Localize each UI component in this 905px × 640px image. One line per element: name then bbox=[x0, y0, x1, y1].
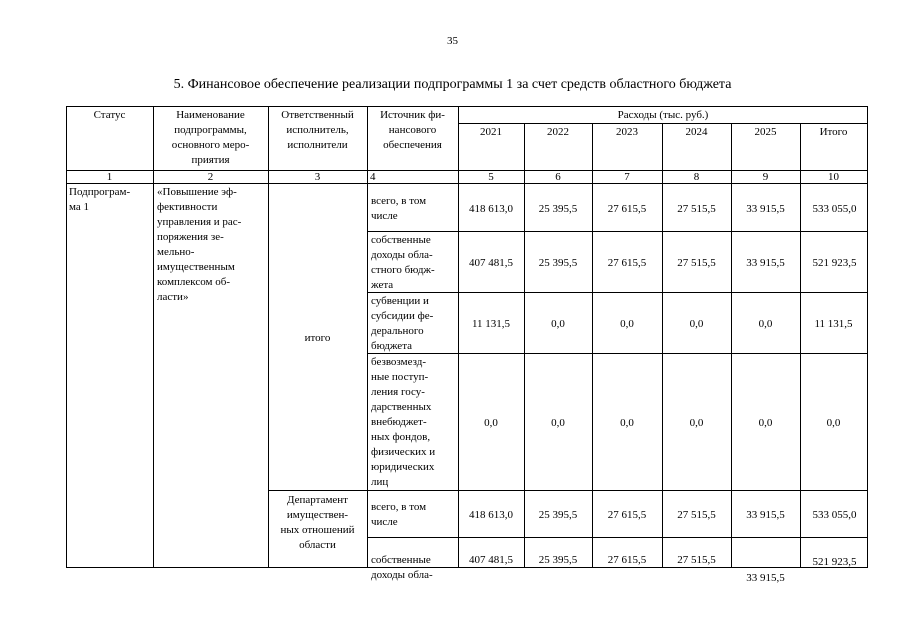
column-number: 6 bbox=[555, 171, 561, 183]
value-cell: 0,0 bbox=[689, 417, 704, 429]
column-number: 10 bbox=[828, 171, 839, 183]
table-line bbox=[731, 123, 732, 568]
table-line bbox=[367, 537, 868, 538]
table-line bbox=[867, 106, 868, 568]
table-line bbox=[458, 123, 868, 124]
column-number: 8 bbox=[693, 171, 700, 183]
table-line bbox=[268, 490, 868, 491]
column-number: 7 bbox=[624, 171, 630, 183]
value-cell: 407 481,5 bbox=[469, 554, 513, 566]
value-cell: 25 395,5 bbox=[538, 203, 578, 215]
value-cell: 27 515,5 bbox=[677, 257, 716, 269]
table-line bbox=[800, 123, 801, 568]
header-source: Источник фи- нансового обеспечения bbox=[380, 109, 445, 151]
value-cell: 27 515,5 bbox=[677, 554, 716, 566]
header-total: Итого bbox=[819, 126, 848, 138]
value-cell: 0,0 bbox=[758, 318, 773, 330]
header-year: 2022 bbox=[547, 126, 569, 138]
value-cell: 27 615,5 bbox=[607, 509, 647, 521]
value-cell: 33 915,5 bbox=[746, 509, 785, 521]
source-cell: всего, в том числе bbox=[371, 501, 427, 528]
table-line bbox=[662, 123, 663, 568]
page-number: 35 bbox=[447, 35, 458, 47]
source-cell: всего, в том числе bbox=[371, 195, 427, 222]
value-cell: 0,0 bbox=[689, 318, 704, 330]
value-cell: 533 055,0 bbox=[812, 203, 857, 215]
value-cell: 521 923,5 bbox=[812, 556, 857, 568]
value-cell: 0,0 bbox=[826, 417, 841, 429]
table-line bbox=[592, 123, 593, 568]
value-cell: 33 915,5 bbox=[746, 203, 785, 215]
value-cell: 25 395,5 bbox=[538, 257, 578, 269]
column-number: 4 bbox=[370, 171, 376, 183]
value-cell: 0,0 bbox=[620, 417, 634, 429]
program-name-cell: «Повышение эф- фективности управления и рас- поряжения зе- мельно- имущественным комплексом об- ласти» bbox=[157, 186, 242, 303]
value-cell: 0,0 bbox=[620, 318, 634, 330]
column-number: 1 bbox=[106, 171, 113, 183]
value-cell: 27 515,5 bbox=[677, 509, 716, 521]
value-cell: 25 395,5 bbox=[538, 554, 578, 566]
source-cell: собственные доходы обла- стного бюдж- жета bbox=[371, 234, 435, 291]
value-cell: 25 395,5 bbox=[538, 509, 578, 521]
value-cell: 418 613,0 bbox=[469, 203, 513, 215]
column-number: 2 bbox=[207, 171, 214, 183]
header-name: Наименование подпрограммы, основного меро- приятия bbox=[171, 109, 250, 166]
table-line bbox=[524, 123, 525, 568]
value-cell: 27 615,5 bbox=[607, 257, 647, 269]
header-year: 2021 bbox=[480, 126, 502, 138]
source-cell: субвенции и субсидии фе- дерального бюджета bbox=[371, 295, 434, 352]
source-cell: собственные доходы обла- bbox=[371, 554, 433, 581]
value-cell: 0,0 bbox=[484, 417, 498, 429]
executor-department-cell: Департамент имуществен- ных отношений области bbox=[280, 494, 355, 551]
column-number: 3 bbox=[314, 171, 321, 183]
value-cell: 11 131,5 bbox=[814, 318, 853, 330]
header-year: 2025 bbox=[754, 126, 777, 138]
header-expenses: Расходы (тыс. руб.) bbox=[617, 109, 709, 121]
value-cell: 407 481,5 bbox=[469, 257, 513, 269]
table-line bbox=[367, 106, 368, 568]
value-cell: 521 923,5 bbox=[812, 257, 857, 269]
header-year: 2023 bbox=[616, 126, 638, 138]
value-cell: 0,0 bbox=[758, 417, 773, 429]
table-line bbox=[367, 231, 868, 232]
value-cell: 11 131,5 bbox=[471, 318, 511, 330]
value-cell: 533 055,0 bbox=[812, 509, 857, 521]
executor-total-cell: итого bbox=[304, 332, 331, 344]
value-cell: 0,0 bbox=[551, 417, 565, 429]
value-cell: 27 515,5 bbox=[677, 203, 716, 215]
source-cell: безвозмезд- ные поступ- ления госу- дарственных внебюджет- ных фондов, физических и юридических лиц bbox=[371, 356, 436, 488]
value-cell: 0,0 bbox=[551, 318, 565, 330]
header-status: Статус bbox=[93, 109, 126, 121]
status-cell: Подпрограм- ма 1 bbox=[69, 186, 131, 213]
column-number: 9 bbox=[762, 171, 769, 183]
value-cell: 27 615,5 bbox=[607, 203, 647, 215]
header-executor: Ответственный исполнитель, исполнители bbox=[281, 109, 354, 151]
table-line bbox=[66, 106, 868, 107]
value-cell: 33 915,5 bbox=[746, 257, 785, 269]
section-heading: 5. Финансовое обеспечение реализации подпрограммы 1 за счет средств областного бюджета bbox=[173, 77, 732, 92]
column-number: 5 bbox=[488, 171, 494, 183]
value-cell: 418 613,0 bbox=[469, 509, 513, 521]
value-cell: 33 915,5 bbox=[746, 572, 785, 584]
header-year: 2024 bbox=[685, 126, 708, 138]
value-cell: 27 615,5 bbox=[607, 554, 647, 566]
